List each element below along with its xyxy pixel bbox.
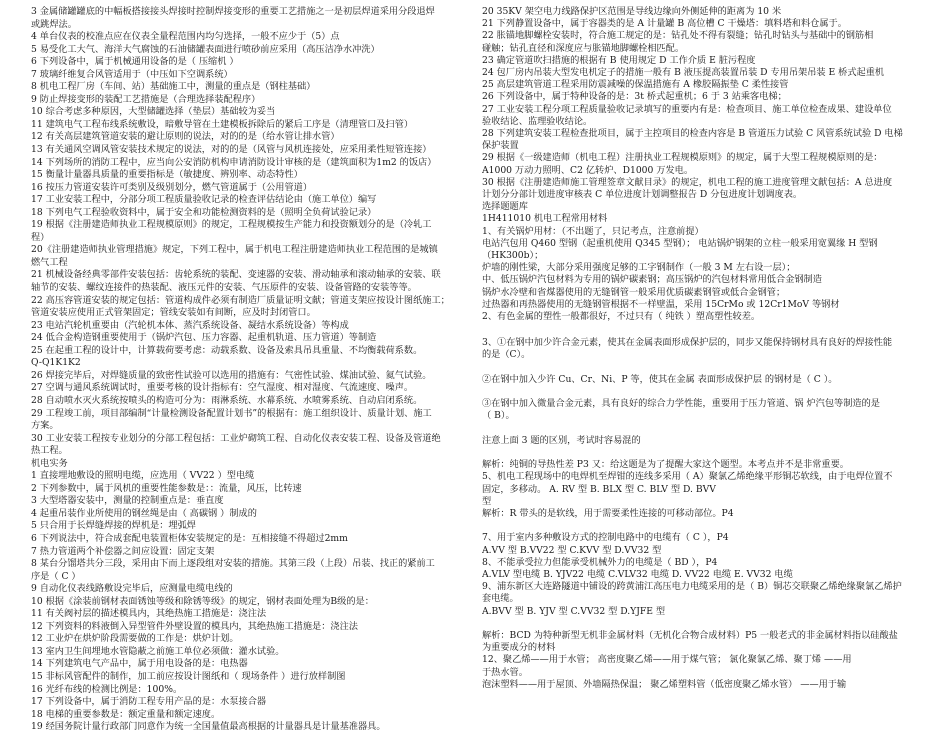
text-line: 19 经国务院计量行政部门同意作为统一全国量值最高根据的计量器具是计量基准器具。: [31, 721, 386, 733]
text-line: （HK300b）；: [482, 250, 544, 262]
text-line: 13 室内卫生间埋地水管隐蔽之前施工单位必须做：灌水试验。: [31, 645, 285, 657]
text-line: A.BVV 型 B. YJV 型 C.VV32 型 D.YJFE 型: [482, 605, 666, 617]
text-line: 8 某台分馏塔共分三段，采用由下而上逐段组对安装的措施。其第三段（上段）吊装、找正的紧前工: [31, 558, 435, 570]
text-line: 8 机电工程厂房（车间、站）基础施工中，测量的重点是（钢柱基础）: [31, 81, 316, 93]
text-line: 6 下列设备中，属于机械通用设备的是（ 压缩机 ）: [31, 56, 239, 68]
text-line: 21 机械设备经典零部件安装包括：齿轮系统的装配、变速器的安装、滑动轴承和滚动轴承的安装、联: [31, 269, 441, 281]
text-line: 16 按压力管道安装许可类别及级别划分，燃气管道属于（公用管道）: [31, 181, 313, 193]
text-line: 7 玻璃纤维复合风管适用于（中压如下空调系统）: [31, 68, 233, 80]
text-line: 20 35KV 架空电力线路保护区范围是导线边缘向外侧延伸的距离为 10 米: [482, 6, 782, 17]
text-line: ③在钢中加入微量合金元素，具有良好的综合力学性能，重要用于压力管道、锅 炉汽包等制造的是: [482, 398, 880, 410]
text-line: A.VV 型 B.VV22 型 C.KVV 型 D.VV32 型: [482, 544, 662, 556]
text-line: 27 空调与通风系统调试时，重要考核的设计指标有：空气湿度、相对湿度、气流速度、噪声。: [31, 382, 414, 394]
text-line: 15 衡量计量器具质量的重要指标是（敏捷度、辨别率、动态特性）: [31, 169, 303, 181]
text-line: 过热器和再热器使用的无缝钢管根据不一样壁温，采用 15CrMo 或 12Cr1MoV 等钢材: [482, 298, 840, 310]
text-line: 12、聚乙烯——用于水管； 高密度聚乙烯——用于煤气管； 氯化聚氯乙烯、聚丁烯 ——用: [482, 654, 852, 666]
text-line: 解析：BCD 为特种新型无机非金属材料（无机化合物合成材料）P5 一般老式的非金属材料指以硅酸盐: [482, 630, 898, 642]
text-line: 22 高压容管道安装的规定包括：管道构成件必须有制造厂质量证明文献；管道支架应按设计图纸施工；: [31, 294, 450, 306]
text-line: 14 下列建筑电气产品中，属于用电设备的是：电热器: [31, 658, 248, 670]
text-line: 5 易受化工大气、海洋大气腐蚀的石油储罐表面进行喷砂前应采用（高压洁净水冲洗）: [31, 43, 380, 55]
text-line: 9、浦东新区大连路隧道中铺设的跨黄浦江高压电力电缆采用的是（ B）铜芯交联聚乙烯绝缘聚氯乙烯护: [482, 581, 902, 593]
text-line: 30 工业安装工程按专业划分的分部工程包括：工业炉砌筑工程、自动化仪表安装工程、设备及管道绝: [31, 432, 441, 444]
text-line: 23 电站汽轮机重要由（汽轮机本体、蒸汽系统设备、凝结水系统设备）等构成: [31, 319, 349, 331]
blank-line: [482, 618, 922, 630]
text-line: 2 下列参数中，属于风机的重要性能参数是：：流量，风压，比转速: [31, 482, 302, 494]
text-line: 10 根据《涂装前钢材表面锈蚀等级和除锈等级》的规定，钢材表面处理为B级的是：: [31, 595, 374, 607]
text-line: 26 下列设备中，属于特种设备的是：3t 桥式起重机；6 于 3 站乘客电梯；: [482, 91, 787, 103]
text-line: 17 下列设备中，属于消防工程专用产品的是：水泵接合器: [31, 696, 267, 708]
text-line: 注意上面 3 题的区别，考试时容易混的: [482, 434, 641, 446]
text-line: 24 低合金构造钢重要使用于（锅炉汽包、压力容器、起重机轨道、压力管道）等制造: [31, 332, 377, 344]
text-line: 2、有色金属的塑性一般都很好，不过只有（ 纯铁 ）塑高塑性较差。: [482, 311, 761, 323]
text-line: 计划分分部计划进度审核表 C 单位进度计划调整报告 D 分包进度计划调度表。: [482, 189, 803, 201]
text-line: 9 自动化仪表线路敷设完毕后，应测量电缆电线的: [31, 583, 233, 595]
text-line: 碰触；钻孔直径和深度应与胀锚地脚螺栓相匹配。: [482, 42, 685, 54]
text-line: 解析：R 带头的是软线，用于需要柔性连接的可移动部位。P4: [482, 508, 734, 520]
section-spacer: [482, 323, 922, 337]
text-line: A.VLV 型电缆 B. YJV22 电缆 C.VLV32 电缆 D. VV22 电缆 E. VV32 电缆: [482, 569, 793, 581]
text-line: 4 单台仪表的校准点应在仪表全量程范围内均匀选择，一般不应少于（5）点: [31, 31, 340, 43]
text-line: 28 下列建筑安装工程检查批项目，属于主控项目的检查内容是 B 管道压力试验 C 风管系统试验 D 电梯: [482, 128, 903, 140]
text-line: 22 胀锚地脚螺栓安装时，符合施工规定的是：钻孔处不得有裂缝；钻孔时钻头与基础中的钢筋相: [482, 30, 874, 42]
text-line: 序是（ C ）: [31, 570, 81, 582]
text-line: 25 高层建筑管道工程采用防震减噪的保温措施有 A 橡胶隔振垫 C 柔性接管: [482, 79, 789, 91]
text-line: 12 有关高层建筑管道安装的避让原则的说法，对的的是（给水管让排水管）: [31, 131, 340, 143]
text-line: 14 下列场所的消防工程中，应当向公安消防机构申请消防设计审核的是（建筑面积为1m2 的饭店）: [31, 156, 437, 168]
text-line: 28 自动喷水灭火系统按喷头的构造可分为：雨淋系统、水幕系统、水喷雾系统、自动启闭系统。: [31, 394, 423, 406]
text-line: 27 工业安装工程分项工程质量验收记录填写的重要内有是：检查项目、施工单位检查成果、建设单位: [482, 103, 892, 115]
text-line: 轴节的安装、螺纹连接件的热装配、液压元件的安装、气压原件的安装、设备管路的安装等等。: [31, 282, 417, 294]
text-line: 26 焊接完毕后，对焊缝质量的致密性试验可以选用的措施有：气密性试验、煤油试验、氦气试验。: [31, 369, 432, 381]
text-line: A1000 万动力照明、C2 亿转炉、D1000 万发电。: [482, 164, 694, 176]
text-line: 热工程。: [31, 445, 68, 457]
text-line: 13 有关通风空调风管安装技术规定的说法，对的的是（风管与风机连接处，应采用柔性短管连接）: [31, 144, 432, 156]
text-line: 保护装置: [482, 140, 519, 152]
text-line: 3、①在钢中加少许合金元素，使其在金属表面形成保护层的，同步又能保持钢材具有良好的焊接性能: [482, 337, 893, 349]
text-line: 解析：纯铜的导热性差 P3 又：给这题是为了提醒大家这个题型。本考点并不是非常重要。: [482, 459, 849, 471]
text-line: 9 防止焊接变形的装配工艺措施是（合理选择装配程序）: [31, 93, 261, 105]
text-line: 12 下列资料的料液倒入异型管件外壁设置的模具内，其绝热施工措施是：浇注法: [31, 620, 358, 632]
right-column-bottom-block: [482, 337, 922, 691]
right-column-top-block: [482, 6, 922, 323]
text-line: 燃气工程: [31, 256, 68, 268]
text-line: 7、用于室内多种敷设方式的控制电路中的电缆有（ C ），P4: [482, 532, 729, 544]
blank-line: [482, 423, 922, 435]
text-line: 29 工程竣工前，项目部编制“计量检测设备配置计划书”的根据有：施工组织设计、质量计划、施工: [31, 407, 432, 419]
text-line: Q-Q1K1K2: [31, 357, 81, 369]
right-text-column: [482, 6, 922, 691]
left-text-column: [31, 6, 463, 734]
text-line: 验收结论、监理验收结论。: [482, 115, 593, 127]
text-line: 泡沫塑料——用于屋顶、外墙隔热保温； 聚乙烯塑料管（低密度聚乙烯水管） ——用于输: [482, 678, 847, 690]
text-line: 30 根据《注册建造师施工管理签章文献目录》的规定，机电工程的施工进度管理文献包括：A 总进度: [482, 176, 893, 188]
text-line: 24 包厂房内吊装大型发电机定子的措施一般有 B 液压提高装置吊装 D 专用吊架吊装 E 桥式起重机: [482, 67, 885, 79]
blank-line: [482, 386, 922, 398]
text-line: 18 电梯的重要参数是：额定重量和额定速度。: [31, 708, 221, 720]
text-line: 4 起重吊装作业所使用的钢丝绳是由（ 高碳钢 ）制成的: [31, 507, 257, 519]
blank-line: [482, 362, 922, 374]
text-line: 1、有关锅炉用材：（不出题了，只记考点，注意前提）: [482, 225, 704, 237]
text-line: 中、低压锅炉汽包材料为专用的锅炉碳素钢；高压锅炉的汽包材料常用低合金钢制造: [482, 274, 822, 286]
text-line: 炉墙的刚性梁，大部分采用强度足够的工字钢制作（一般 3 M 左右设一层）；: [482, 262, 796, 274]
text-line: 11 有关阀衬层的描述模具内，其绝热施工措施是：浇注法: [31, 608, 267, 620]
text-line: （ B）。: [482, 410, 515, 422]
text-line: 25 在起重工程的设计中，计算载荷要考虑：动载系数、设备及索具吊具重量、不均衡载荷系数。: [31, 344, 423, 356]
text-line: 17 工业安装工程中，分部分项工程质量验收记录的检查评估结论由（施工单位）编写: [31, 194, 377, 206]
text-line: 5 只合用于长焊缝焊接的焊机是：埋弧焊: [31, 520, 196, 532]
text-line: 6 下列说法中，符合成套配电装置柜体安装规定的是：互相接缝不得超过2mm: [31, 532, 348, 544]
text-line: 型: [482, 495, 492, 507]
text-line: 19 根据《注册建造师执业工程规模原则》的规定，工程规模按生产能力和投资额划分的是（冷轧工: [31, 219, 432, 231]
text-line: 1H411010 机电工程常用材料: [482, 213, 608, 225]
text-line: 套电缆。: [482, 593, 519, 605]
text-line: 选择题题库: [482, 201, 528, 213]
text-line: 1 直接埋地敷设的照明电缆，应选用（ VV22 ）型电缆: [31, 470, 255, 482]
text-line: 管道安装应使用正式管架固定；管线安装如有间断，应及时封闭管口。: [31, 307, 316, 319]
text-line: 23 确定管道吹扫措施的根据有 B 使用规定 D 工作介质 E 脏污程度: [482, 54, 756, 66]
text-line: 的是（C）。: [482, 349, 531, 361]
text-line: 机电实务: [31, 457, 68, 469]
text-line: 程）: [31, 231, 50, 243]
blank-line: [482, 447, 922, 459]
text-line: 于热水管。: [482, 666, 528, 678]
text-line: 12 工业炉在烘炉阶段需要做的工作是：烘炉计划。: [31, 633, 239, 645]
text-line: 7 热力管道两个补偿器之间应设置：固定支架: [31, 545, 215, 557]
text-line: 21 下列静置设备中，属于容器类的是 A 计量罐 B 高位槽 C 干燥塔：填料塔和料仓属于。: [482, 18, 847, 30]
text-line: 3 金属储罐罐底的中幅板搭接接头焊接时控制焊接变形的重要工艺措施之一是初层焊道采用分段退焊: [31, 6, 435, 17]
text-line: 15 非标风管配件的制作，加工前应按设计图纸和（ 现场条件 ）进行放样制图: [31, 670, 346, 682]
blank-line: [482, 520, 922, 532]
text-line: 11 建筑电气工程布线系统敷设，暗敷导管在土建模板拆除后的紧后工序是（清理管口及扫管）: [31, 118, 414, 130]
text-line: 锅炉水冷壁和省煤器使用的无缝钢管一般采用优质碳素钢管或低合金钢管；: [482, 286, 786, 298]
text-line: 为重要成分的材料: [482, 642, 556, 654]
text-line: 方案。: [31, 420, 59, 432]
text-line: 10 综合考虑多种原因，大型储罐选择（垫层）基础较为妥当: [31, 106, 276, 118]
text-line: ②在钢中加入少许 Cu、Cr、Ni、P 等，使其在金属 表面形成保护层 的钢材是（ C ）。: [482, 373, 838, 385]
text-line: 5、机电工程现场中的电焊机至焊钳的连线多采用（ A）聚氯乙烯绝缘平形铜芯软线，由于电焊位置不: [482, 471, 893, 483]
text-line: 18 下列电气工程验收资料中，属于安全和功能检测资料的是（照明全负荷试验记录）: [31, 206, 377, 218]
text-line: 或跳焊法。: [31, 18, 77, 30]
text-line: 8、不能承受拉力但能承受机械外力的电缆是（ BD ），P4: [482, 556, 718, 568]
text-line: 3 大型塔器安装中，测量的控制重点是：垂直度: [31, 495, 224, 507]
text-line: 固定，多移动。 A. RV 型 B. BLX 型 C. BLV 型 D. BVV: [482, 483, 716, 495]
text-line: 16 光纤布线的检测比例是：100%。: [31, 683, 183, 695]
text-line: 电站汽包用 Q460 型钢（起重机使用 Q345 型钢）； 电站锅炉钢架的立柱一般采用宽翼缘 H 型钢: [482, 237, 878, 249]
text-line: 20《注册建造师执业管理措施》规定，下列工程中，属于机电工程注册建造师执业工程范围的是城镇: [31, 244, 438, 256]
text-line: 29 根据《一级建造师（机电工程）注册执业工程规模原则》的规定，属于大型工程规模原则的是：: [482, 152, 883, 164]
